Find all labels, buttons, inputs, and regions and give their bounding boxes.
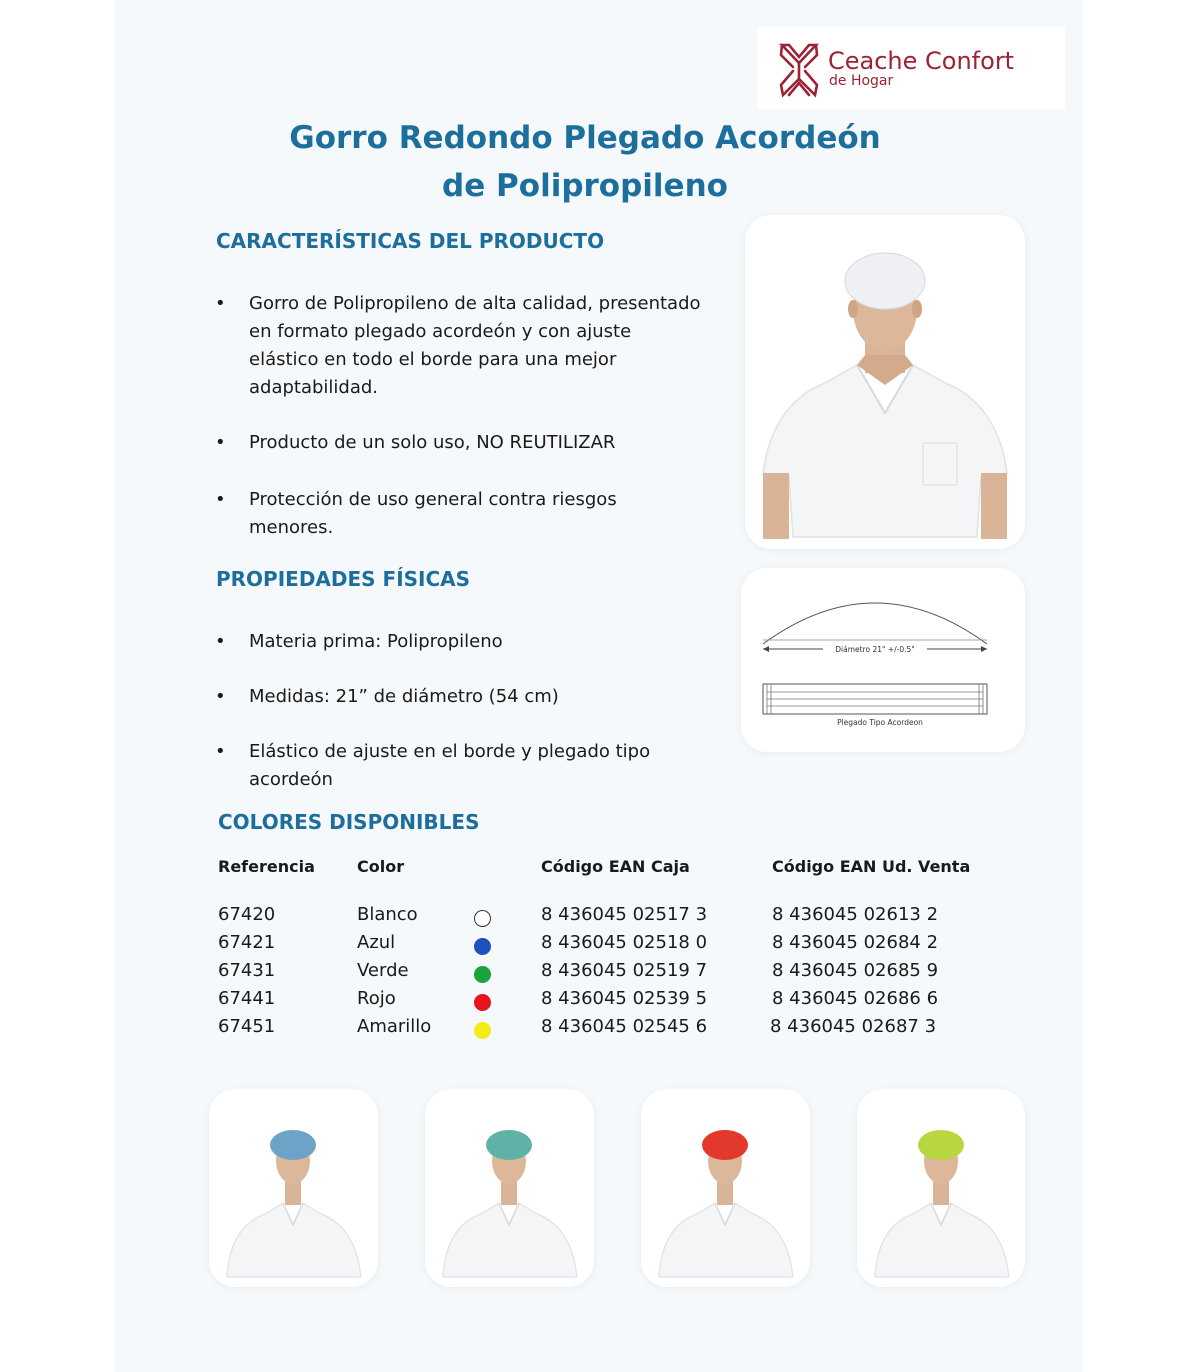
row-ean-box: 8 436045 02519 7 — [541, 960, 708, 981]
row-ean-box: 8 436045 02545 6 — [541, 1016, 708, 1037]
row-ref: 67451 — [218, 1016, 276, 1037]
main-product-photo — [745, 215, 1025, 549]
color-swatch-icon — [474, 966, 491, 983]
brand-name: Ceache Confort — [828, 47, 1015, 75]
table-row — [0, 1016, 1200, 1044]
row-ean-box: 8 436045 02518 0 — [541, 932, 708, 953]
row-ref: 67431 — [218, 960, 276, 981]
col-header-ean-unit: Código EAN Ud. Venta — [772, 857, 971, 876]
variant-photo-green — [425, 1089, 594, 1287]
table-row — [0, 988, 1200, 1016]
color-swatch-icon — [474, 994, 491, 1011]
brand-subtitle: de Hogar — [829, 73, 894, 89]
physical-item: • Materia prima: Polipropileno — [215, 628, 695, 656]
feature-item: • Producto de un solo uso, NO REUTILIZAR — [215, 429, 705, 457]
row-color: Rojo — [357, 988, 396, 1009]
col-header-ean-box: Código EAN Caja — [541, 857, 690, 876]
feature-item: • Gorro de Polipropileno de alta calidad, presentado en formato plegado acordeón y con ajuste elástico en todo el borde para una mejor adaptabilidad. — [215, 290, 705, 402]
row-ref: 67441 — [218, 988, 276, 1009]
row-color: Amarillo — [357, 1016, 432, 1037]
features-list — [215, 290, 705, 542]
physical-item: • Medidas: 21” de diámetro (54 cm) — [215, 683, 695, 711]
brand-logo — [757, 27, 1065, 109]
table-row — [0, 904, 1200, 932]
variant-photo-blue — [209, 1089, 378, 1287]
color-swatch-icon — [474, 938, 491, 955]
variant-photo-red — [641, 1089, 810, 1287]
row-ean-box: 8 436045 02539 5 — [541, 988, 708, 1009]
color-swatch-icon — [474, 1022, 491, 1039]
title-line-2: de Polipropileno — [442, 168, 728, 204]
row-ref: 67421 — [218, 932, 276, 953]
model-white-cap-image — [745, 215, 1025, 549]
row-color: Azul — [357, 932, 396, 953]
page-title — [270, 114, 900, 210]
feature-item: • Protección de uso general contra riesgos menores. — [215, 486, 705, 542]
row-ean-unit: 8 436045 02687 3 — [770, 1016, 937, 1037]
features-heading: CARACTERÍSTICAS DEL PRODUCTO — [216, 229, 605, 253]
row-ean-unit: 8 436045 02685 9 — [772, 960, 939, 981]
variant-photo-yellow — [857, 1089, 1025, 1287]
color-swatch-icon — [474, 910, 491, 927]
butterfly-logo-icon — [779, 41, 819, 99]
row-ref: 67420 — [218, 904, 276, 925]
row-color: Blanco — [357, 904, 418, 925]
row-ean-box: 8 436045 02517 3 — [541, 904, 708, 925]
title-line-1: Gorro Redondo Plegado Acordeón — [289, 120, 881, 156]
fold-label: Plegado Tipo Acordeon — [837, 718, 923, 727]
row-ean-unit: 8 436045 02684 2 — [772, 932, 939, 953]
col-header-ref: Referencia — [218, 857, 315, 876]
col-header-color: Color — [357, 857, 405, 876]
physical-list — [215, 628, 695, 794]
physical-item: • Elástico de ajuste en el borde y plegado tipo acordeón — [215, 738, 695, 794]
table-row — [0, 960, 1200, 988]
colors-heading: COLORES DISPONIBLES — [218, 810, 480, 834]
diameter-label: Diámetro 21" +/-0.5" — [835, 645, 915, 654]
table-row — [0, 932, 1200, 960]
row-color: Verde — [357, 960, 409, 981]
row-ean-unit: 8 436045 02613 2 — [772, 904, 939, 925]
dimensions-diagram — [741, 568, 1025, 752]
physical-heading: PROPIEDADES FÍSICAS — [216, 567, 471, 591]
row-ean-unit: 8 436045 02686 6 — [772, 988, 939, 1009]
